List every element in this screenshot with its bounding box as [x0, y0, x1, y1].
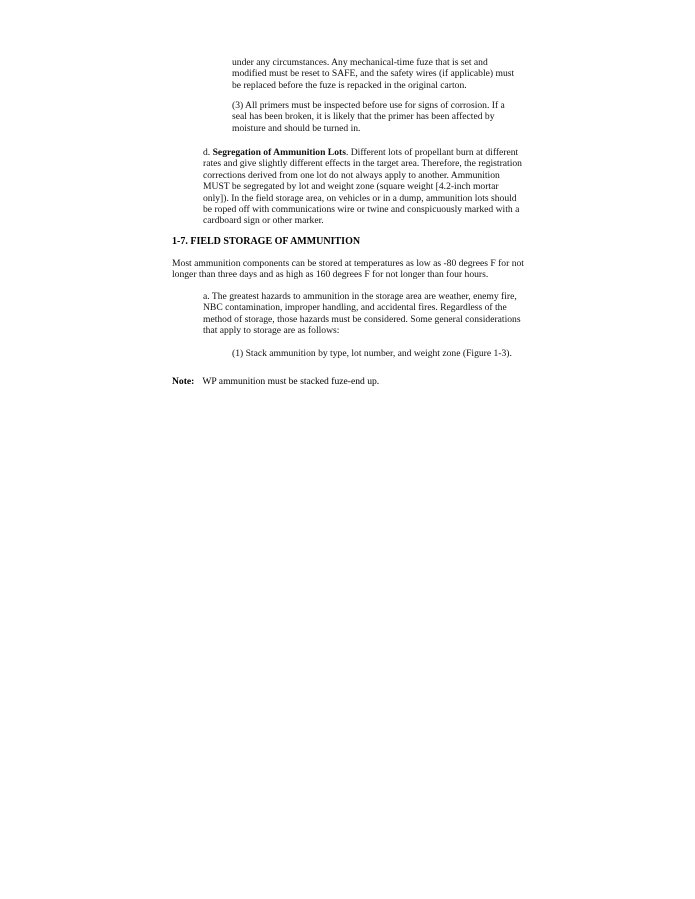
segregation-prefix: d. — [203, 147, 213, 158]
segregation-title: Segregation of Ammunition Lots — [212, 147, 346, 158]
note-label: Note: — [172, 376, 195, 387]
note — [172, 376, 379, 387]
hazards-paragraph: a. The greatest hazards to ammunition in the storage area are weather, enemy fire, NBC contamination, improper handling, and accidental fires. Regardless of the method of storage, those hazards must be considered. Some general considerations that apply to storage are as follows: — [203, 291, 521, 337]
stacking-paragraph: (1) Stack ammunition by type, lot number, and weight zone (Figure 1-3). — [232, 348, 512, 359]
primer-inspection-paragraph: (3) All primers must be inspected before use for signs of corrosion. If a seal has been broken, it is likely that the primer has been affected by moisture and should be turned in. — [232, 100, 505, 134]
segregation-paragraph — [203, 147, 525, 227]
section-heading: 1-7. FIELD STORAGE OF AMMUNITION — [172, 236, 361, 247]
continuation-paragraph: under any circumstances. Any mechanical-time fuze that is set and modified must be reset to SAFE, and the safety wires (if applicable) must be replaced before the fuze is repacked in the original carton. — [232, 57, 515, 91]
note-text: WP ammunition must be stacked fuze-end up. — [202, 376, 380, 387]
storage-intro-paragraph: Most ammunition components can be stored at temperatures as low as -80 degrees F for not longer than three days and as high as 160 degrees F for not longer than four hours. — [172, 258, 524, 281]
segregation-body: . Different lots of propellant burn at different rates and give slightly different effects in the target area. Therefore, the registration corrections derived from one lot do not always apply to another. Ammunition MUST be segregated by lot and weight zone (square weight [4.2-inch mortar only]). In the field storage area, on vehicles or in a dump, ammunition lots should be roped off with communications wire or twine and conspicuously marked with a cardboard sign or other marker. — [203, 147, 522, 227]
